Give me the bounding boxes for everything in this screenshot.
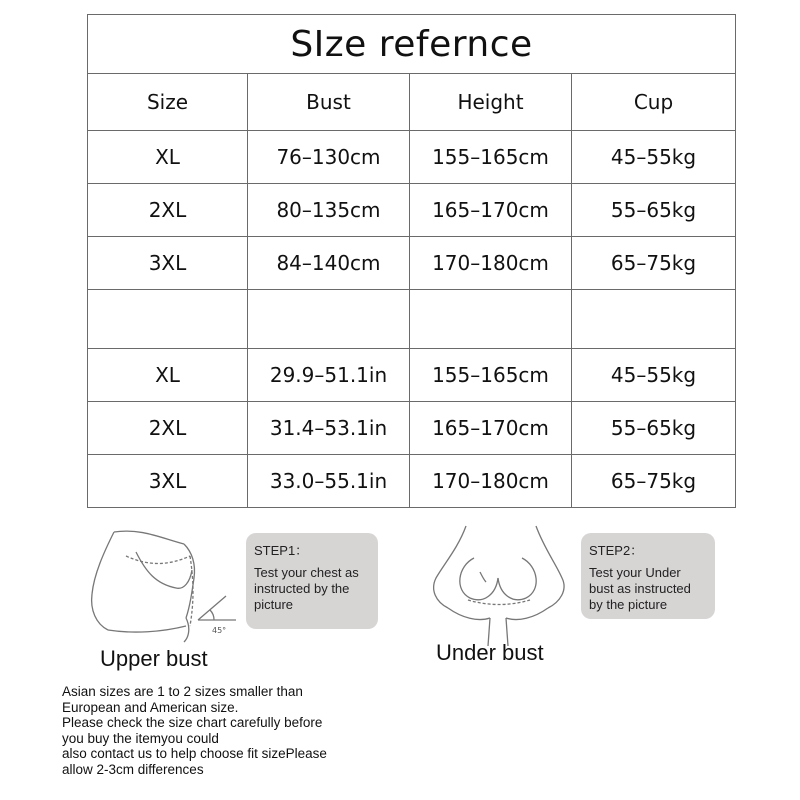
size-notes <box>62 684 402 778</box>
cell-height: 155–165cm <box>410 349 572 402</box>
step2-body: Test your Under bust as instructed by the picture <box>589 565 691 612</box>
cell-weight: 65–75kg <box>572 455 736 508</box>
cell-height: 165–170cm <box>410 184 572 237</box>
step1-body: Test your chest as instructed by the picture <box>254 565 359 612</box>
cell-bust: 76–130cm <box>248 131 410 184</box>
header-row <box>88 74 736 131</box>
cell-bust: 31.4–53.1in <box>248 402 410 455</box>
cell-weight: 55–65kg <box>572 184 736 237</box>
note-line: allow 2-3cm differences <box>62 761 204 777</box>
cell-height: 165–170cm <box>410 402 572 455</box>
cell-bust: 84–140cm <box>248 237 410 290</box>
step1-title: STEP1： <box>254 543 309 558</box>
under-bust-figure <box>418 518 578 648</box>
header-cup: Cup <box>572 74 736 131</box>
cell-height: 170–180cm <box>410 237 572 290</box>
step2-title: STEP2： <box>589 543 644 558</box>
cell-weight: 55–65kg <box>572 402 736 455</box>
cell-size: 3XL <box>88 455 248 508</box>
upper-bust-caption: Upper bust <box>100 646 208 671</box>
note-line: Asian sizes are 1 to 2 sizes smaller than <box>62 684 303 699</box>
note-line: you buy the itemyou could <box>62 730 219 746</box>
cell-height: 170–180cm <box>410 455 572 508</box>
table-row <box>88 349 736 402</box>
cell-bust: 29.9–51.1in <box>248 349 410 402</box>
cell-size: XL <box>88 349 248 402</box>
under-bust-caption: Under bust <box>436 640 544 665</box>
cell-height: 155–165cm <box>410 131 572 184</box>
cell-weight: 45–55kg <box>572 131 736 184</box>
cell-size: XL <box>88 131 248 184</box>
cell-bust: 80–135cm <box>248 184 410 237</box>
cell-size: 2XL <box>88 402 248 455</box>
upper-bust-figure <box>86 522 246 650</box>
cell-bust: 33.0–55.1in <box>248 455 410 508</box>
table-row <box>88 131 736 184</box>
table-row <box>88 237 736 290</box>
table-row <box>88 184 736 237</box>
note-line: also contact us to help choose fit sizePlease <box>62 746 327 762</box>
chart-title: SIze refernce <box>88 15 736 74</box>
cell-size: 3XL <box>88 237 248 290</box>
title-row <box>88 15 736 74</box>
header-height: Height <box>410 74 572 131</box>
step1-card <box>246 533 378 629</box>
angle-label: 45° <box>212 626 227 635</box>
spacer-row <box>88 290 736 349</box>
header-bust: Bust <box>248 74 410 131</box>
cell-weight: 65–75kg <box>572 237 736 290</box>
cell-size: 2XL <box>88 184 248 237</box>
note-line: European and American size. <box>62 699 239 715</box>
size-chart-table <box>87 14 736 508</box>
table-row <box>88 455 736 508</box>
table-row <box>88 402 736 455</box>
step2-card <box>581 533 715 619</box>
header-size: Size <box>88 74 248 131</box>
note-line: Please check the size chart carefully before <box>62 715 323 731</box>
cell-weight: 45–55kg <box>572 349 736 402</box>
